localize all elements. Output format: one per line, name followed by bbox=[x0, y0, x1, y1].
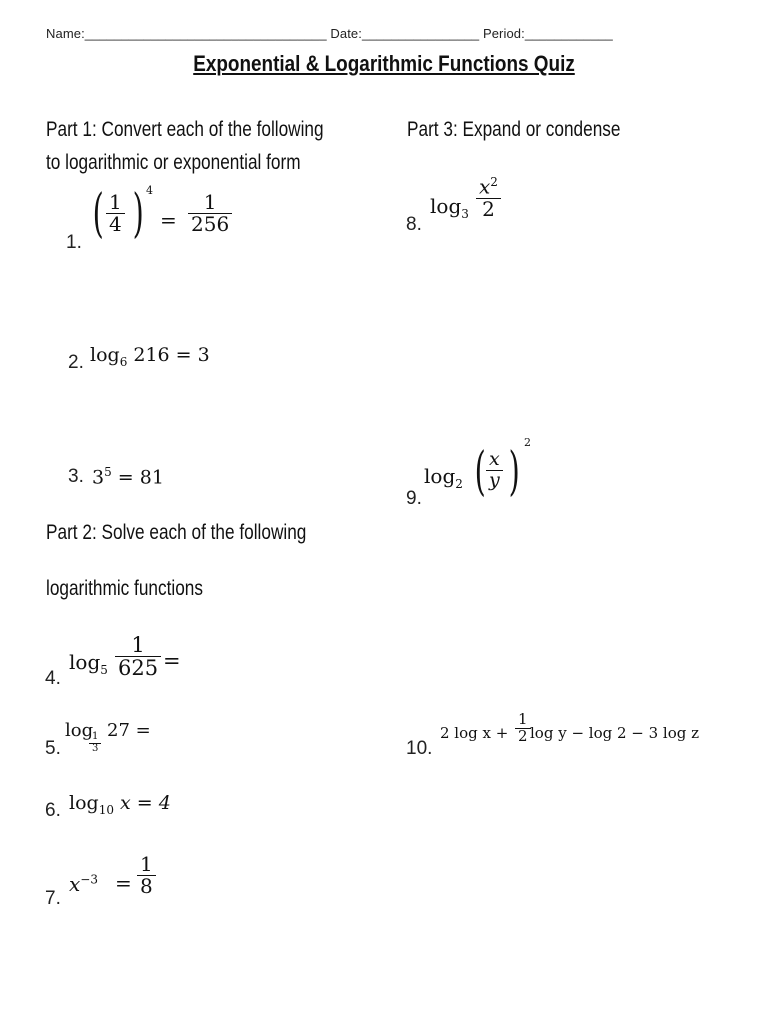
right-paren: ) bbox=[132, 184, 144, 244]
left-paren: ( bbox=[92, 184, 104, 244]
question-9 bbox=[406, 436, 626, 512]
question-1 bbox=[66, 184, 266, 254]
log-symbol: $\log_3$ bbox=[430, 194, 469, 221]
question-number: 4. bbox=[45, 668, 61, 689]
part2-heading-line2: logarithmic functions bbox=[46, 577, 203, 600]
question-number: 2. bbox=[68, 352, 84, 373]
question-number: 8. bbox=[406, 214, 422, 235]
question-3 bbox=[68, 460, 268, 500]
argument-fraction: 1 625 bbox=[115, 634, 161, 679]
question-number: 6. bbox=[45, 800, 61, 821]
question-4 bbox=[45, 632, 265, 696]
left-paren: ( bbox=[474, 442, 486, 502]
name-date-period-line: Name:_________________________________ Date:________________ Period:____________ bbox=[46, 26, 613, 41]
base-fraction: 1 3 bbox=[89, 732, 101, 754]
equals-sign: = bbox=[160, 208, 177, 232]
equals-sign: = bbox=[115, 871, 132, 895]
math-expression: $\log_6 216 = 3$ bbox=[90, 344, 210, 369]
question-number: 5. bbox=[45, 738, 61, 759]
part2-heading-line1: Part 2: Solve each of the following bbox=[46, 521, 307, 544]
right-paren: ) bbox=[508, 442, 520, 502]
part1-heading-line2: to logarithmic or exponential form bbox=[46, 151, 301, 174]
exponent: 2 bbox=[524, 436, 531, 449]
question-number: 1. bbox=[66, 232, 82, 253]
question-7 bbox=[45, 854, 265, 914]
question-number: 9. bbox=[406, 488, 422, 509]
question-6 bbox=[45, 790, 265, 830]
part1-heading bbox=[46, 113, 324, 179]
quiz-title: Exponential & Logarithmic Functions Quiz bbox=[193, 51, 575, 76]
question-8 bbox=[406, 176, 626, 240]
question-2 bbox=[68, 340, 288, 380]
half-fraction: 1 2 bbox=[515, 712, 531, 745]
math-term-2: log y − log 2 − 3 log z bbox=[530, 724, 700, 742]
question-5 bbox=[45, 716, 265, 766]
math-term-1: 2 log x + bbox=[440, 724, 509, 742]
log-symbol: $\log_2$ bbox=[424, 464, 463, 491]
argument-fraction: x y bbox=[486, 450, 503, 491]
math-argument: 27 = bbox=[107, 720, 151, 741]
part1-heading-line1: Part 1: Convert each of the following bbox=[46, 118, 324, 141]
argument-fraction: $x^2$ 2 bbox=[476, 176, 501, 220]
exponent: 4 bbox=[146, 184, 153, 197]
question-number: 10. bbox=[406, 738, 433, 759]
question-10 bbox=[406, 712, 726, 764]
math-variable: $x^{-3}$ bbox=[69, 872, 98, 896]
rhs-fraction: 1 256 bbox=[188, 192, 232, 235]
log-symbol: $\log_5$ bbox=[69, 650, 108, 677]
equals-sign: = bbox=[163, 649, 181, 673]
base-fraction: 1 4 bbox=[106, 192, 125, 235]
question-number: 7. bbox=[45, 888, 61, 909]
log-symbol: log bbox=[65, 720, 94, 741]
math-expression: $\log_{10} x = 4$ bbox=[69, 792, 171, 817]
part3-heading: Part 3: Expand or condense bbox=[407, 118, 621, 141]
rhs-fraction: 1 8 bbox=[137, 854, 156, 897]
question-number: 3. bbox=[68, 466, 84, 487]
math-expression: $3^5 = 81$ bbox=[92, 465, 164, 489]
